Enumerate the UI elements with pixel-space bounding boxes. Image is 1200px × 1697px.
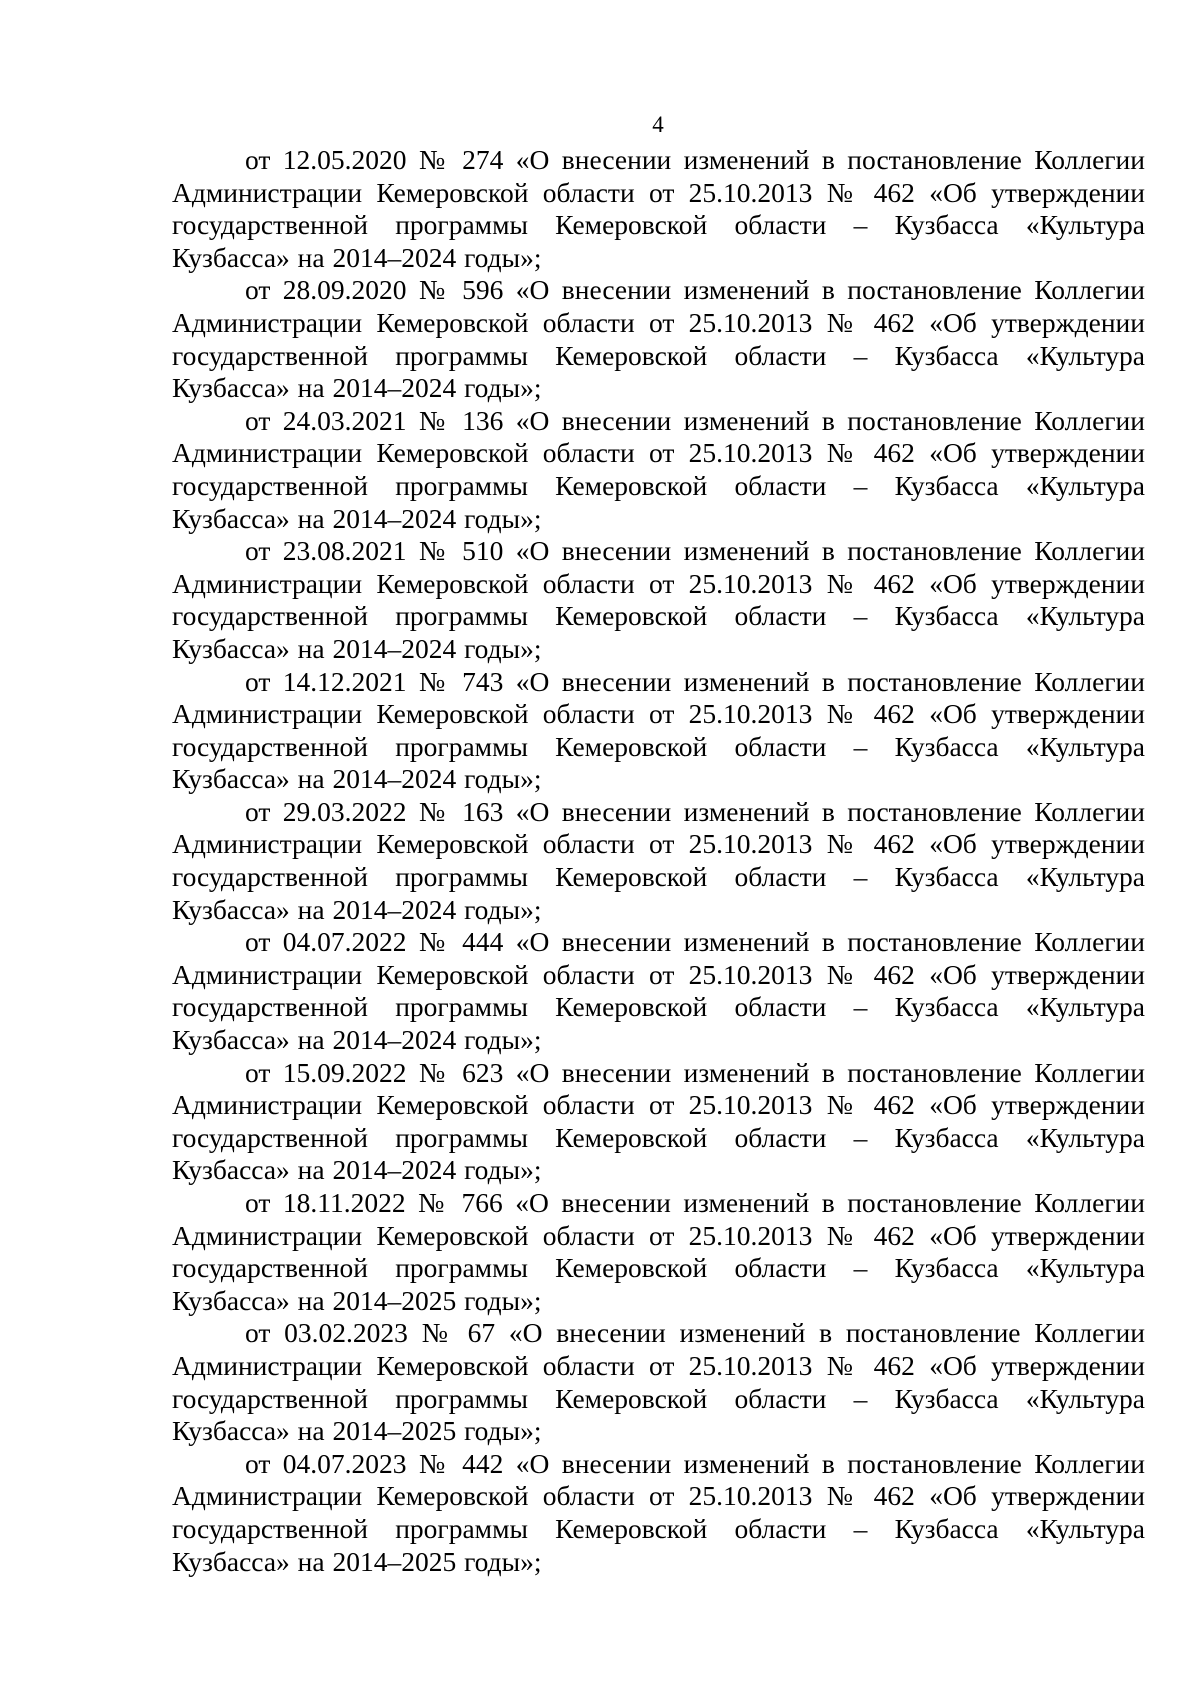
amendment-paragraph: от 14.12.2021 № 743 «О внесении изменений в постановление Коллегии Администрации Кемеровской области от 25.10.2013 № 462 «Об утверждении государственной программы Кемеровской области – Кузбасса «Культура Кузбасса» на 2014–2024 годы»; — [172, 665, 1145, 795]
amendment-paragraph: от 18.11.2022 № 766 «О внесении изменений в постановление Коллегии Администрации Кемеровской области от 25.10.2013 № 462 «Об утверждении государственной программы Кемеровской области – Кузбасса «Культура Кузбасса» на 2014–2025 годы»; — [172, 1187, 1145, 1316]
amendment-paragraph: от 15.09.2022 № 623 «О внесении изменений в постановление Коллегии Администрации Кемеровской области от 25.10.2013 № 462 «Об утверждении государственной программы Кемеровской области – Кузбасса «Культура Кузбасса» на 2014–2024 годы»; — [172, 1056, 1145, 1186]
page-number: 4 — [652, 112, 664, 137]
amendment-paragraph: от 28.09.2020 № 596 «О внесении изменений в постановление Коллегии Администрации Кемеровской области от 25.10.2013 № 462 «Об утверждении государственной программы Кемеровской области – Кузбасса «Культура Кузбасса» на 2014–2024 годы»; — [172, 274, 1145, 404]
amendment-paragraph: от 23.08.2021 № 510 «О внесении изменений в постановление Коллегии Администрации Кемеровской области от 25.10.2013 № 462 «Об утверждении государственной программы Кемеровской области – Кузбасса «Культура Кузбасса» на 2014–2024 годы»; — [172, 535, 1145, 664]
amendment-paragraph: от 03.02.2023 № 67 «О внесении изменений в постановление Коллегии Администрации Кемеровской области от 25.10.2013 № 462 «Об утверждении государственной программы Кемеровской области – Кузбасса «Культура Кузбасса» на 2014–2025 годы»; — [172, 1317, 1145, 1447]
amendment-paragraph: от 24.03.2021 № 136 «О внесении изменений в постановление Коллегии Администрации Кемеровской области от 25.10.2013 № 462 «Об утверждении государственной программы Кемеровской области – Кузбасса «Культура Кузбасса» на 2014–2024 годы»; — [172, 404, 1145, 534]
amendment-paragraph: от 04.07.2023 № 442 «О внесении изменений в постановление Коллегии Администрации Кемеровской области от 25.10.2013 № 462 «Об утверждении государственной программы Кемеровской области – Кузбасса «Культура Кузбасса» на 2014–2025 годы»; — [172, 1447, 1145, 1577]
amendment-paragraph: от 04.07.2022 № 444 «О внесении изменений в постановление Коллегии Администрации Кемеровской области от 25.10.2013 № 462 «Об утверждении государственной программы Кемеровской области – Кузбасса «Культура Кузбасса» на 2014–2024 годы»; — [172, 926, 1145, 1056]
amendment-paragraph: от 12.05.2020 № 274 «О внесении изменений в постановление Коллегии Администрации Кемеровской области от 25.10.2013 № 462 «Об утверждении государственной программы Кемеровской области – Кузбасса «Культура Кузбасса» на 2014–2024 годы»; — [172, 144, 1145, 273]
document-body — [172, 144, 1145, 1578]
amendment-paragraph: от 29.03.2022 № 163 «О внесении изменений в постановление Коллегии Администрации Кемеровской области от 25.10.2013 № 462 «Об утверждении государственной программы Кемеровской области – Кузбасса «Культура Кузбасса» на 2014–2024 годы»; — [172, 795, 1145, 925]
